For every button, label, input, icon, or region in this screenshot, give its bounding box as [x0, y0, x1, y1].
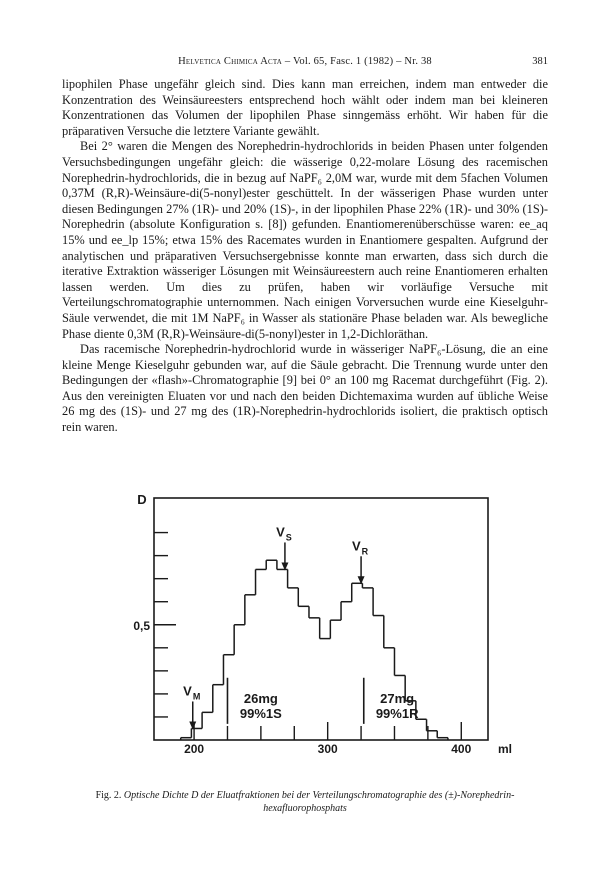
- journal-name: Helvetica Chimica Acta: [178, 56, 283, 67]
- marker-m: [183, 683, 200, 729]
- figure-caption: [62, 790, 548, 815]
- marker-r-label: $V_R$: [351, 538, 369, 557]
- caption-text: Optische Dichte D der Eluatfraktionen bei der Verteilungschromatographie des (±)-Norephedrin-hexafluorophosphats: [123, 790, 515, 814]
- marker-s-label: $V_S$: [276, 524, 292, 543]
- paragraph-2: Bei 2° waren die Mengen des Norephedrin-hydrochlorids in beiden Phasen unter folgenden Versuchsbedingungen ungefähr gleich: die wässerige 0,22-molare Lösung des racemischen Norephedrin-hydrochlorids, die in bezug auf NaPF₆ 2,0M war, wurde mit dem 5fachen Volumen 0,37M (R,R)-Weinsäure-di(5-nonyl)ester geschüttelt. In der wässerigen Phase wurden unter diesen Bedingungen 27% (1R)- und 20% (1S)-, in der lipophilen Phase 22% (1R)- und 30% (1S)-Norephedrin (absolute Konfiguration s. [8]) gefunden. Enantiomerenüberschüsse waren: ee_aq 15% und ee_lp 15%; etwa 15% des Racemates wurden in Enantiomere gespalten. Aufgrund der analytischen und präparativen Versuchsergebnisse konnte man erwarten, dass sich durch die iterative Extraktion wässeriger Lösungen mit Weinsäureestern auch reine Enantiomeren erhalten lassen werden. Um dies zu prüfen, haben wir vorläufige Versuche mit Verteilungschromatographie unternommen. Nach einigen Vorversuchen wurde eine Kieselguhr-Säule verwendet, die mit 1M NaPF₆ in Wasser als stationäre Phase beladen war. Als bewegliche Phase diente 0,3M (R,R)-Weinsäure-di(5-nonyl)ester in 1,2-Dichloräthan.: [62, 139, 548, 341]
- caption-label: Fig. 2.: [95, 790, 122, 801]
- fraction-annotation-2: [376, 691, 419, 721]
- marker-s-subscript: S: [285, 532, 292, 543]
- y-tick-label: 0,5: [133, 618, 150, 633]
- body-text: [62, 77, 548, 436]
- volume-info: – Vol. 65, Fasc. 1 (1982) – Nr. 38: [284, 56, 432, 67]
- marker-r-subscript: R: [361, 546, 369, 557]
- journal-line: [62, 56, 548, 67]
- paragraph-1: lipophilen Phase ungefähr gleich sind. Dies kann man erreichen, indem man entweder die Konzentration des Weinsäureesters entsprechend hoch wählt oder indem man bei kleineren Konzentrationen das Volumen der lipophilen Phase sinngemäss erhöht. Wir haben für die präparativen Versuche die letztere Variante gewählt.: [62, 77, 548, 138]
- marker-s: [276, 524, 292, 570]
- plot-frame: [154, 498, 488, 740]
- running-header: [62, 56, 548, 72]
- fraction-annotation-1: [240, 691, 282, 721]
- x-tick-label: 400: [451, 742, 472, 756]
- page-number: 381: [532, 56, 548, 67]
- chart-svg: [110, 484, 513, 784]
- fraction-annotation-2-line-2: 99%1R: [375, 706, 419, 722]
- x-tick-label: 200: [184, 742, 205, 756]
- fraction-annotation-1-line-2: 99%1S: [239, 706, 282, 722]
- marker-r: [352, 538, 369, 584]
- paragraph-3: Das racemische Norephedrin-hydrochlorid wurde in wässeriger NaPF₆-Lösung, die an eine kleine Menge Kieselguhr gebunden war, auf die Säule gebracht. Die Trennung wurde unter den Bedingungen der «flash»-Chromatographie [9] bei 0° an 100 mg Racemat durchgeführt (Fig. 2). Aus den vereinigten Eluaten vor und nach den beiden Dichtemaxima wurden auf übliche Weise 26 mg des (1S)- und 27 mg des (1R)-Norephedrin-hydrochlorids isoliert, die praktisch optisch rein waren.: [62, 342, 548, 435]
- x-axis-unit: ml: [498, 742, 513, 756]
- x-tick-label: 300: [317, 742, 338, 756]
- figure-2: [110, 484, 513, 784]
- marker-m-subscript: M: [192, 691, 201, 702]
- fraction-annotation-1-line-1: 26mg: [243, 691, 278, 707]
- fraction-annotation-2-line-1: 27mg: [380, 691, 415, 707]
- marker-m-label: $V_M$: [183, 683, 201, 702]
- y-axis-label: D: [137, 492, 147, 507]
